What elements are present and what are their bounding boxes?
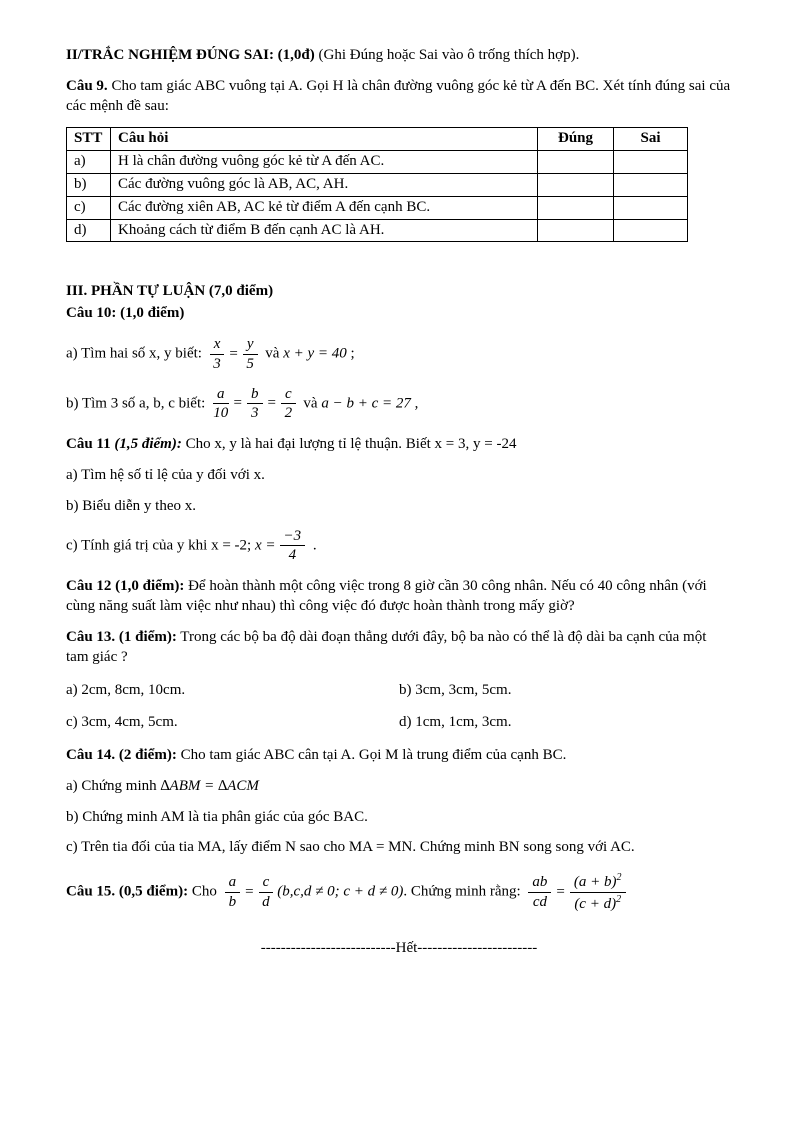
column-header-stt: STT [67, 128, 111, 151]
end-of-exam-marker: ---------------------------Hết------------------------ [260, 939, 538, 956]
section2-subtitle: (Ghi Đúng hoặc Sai vào ô trống thích hợp). [314, 47, 580, 63]
row-stt: c) [67, 196, 111, 219]
table-row [67, 196, 688, 219]
q15-label: Câu 15. (0,5 điểm): [66, 883, 189, 900]
q10-part-b [66, 386, 732, 423]
q11-part-b: b) Biểu diễn y theo x. [66, 497, 196, 514]
q10b-end: , [410, 395, 419, 412]
q10a-and: và [261, 345, 284, 362]
q9-true-false-table [66, 127, 688, 242]
q10b-equation: a − b + c = 27 [321, 395, 411, 412]
q11-intro [66, 435, 732, 455]
q15-condition: (b,c,d ≠ 0; c + d ≠ 0) [277, 883, 404, 900]
q10b-text: b) Tìm 3 số a, b, c biết: [66, 395, 210, 412]
q11-part-c [66, 528, 732, 565]
table-row [67, 151, 688, 174]
q11-points: (1,5 điểm): [114, 436, 182, 453]
answer-cell-false[interactable] [614, 196, 688, 219]
answer-cell-false[interactable] [614, 219, 688, 242]
q13-intro [66, 628, 732, 668]
q13-option-a: a) 2cm, 8cm, 10cm. [66, 682, 186, 699]
q10a-equation: x + y = 40 [283, 345, 347, 362]
fraction-x-3: $\frac{x}{3}$ [210, 336, 225, 373]
q10-label: Câu 10: (1,0 điểm) [66, 305, 185, 322]
q11c-end: . [309, 537, 317, 554]
q13-text: Trong các bộ ba độ dài đoạn thẳng dưới đây, bộ ba nào có thể là độ dài ba cạnh của một tam giác ? [66, 628, 707, 665]
section2-heading [66, 46, 732, 66]
q14-intro [66, 746, 732, 766]
fraction-a-10: $\frac{a}{10}$ [213, 385, 229, 422]
equals-sign: = [233, 395, 243, 412]
answer-cell-false[interactable] [614, 151, 688, 174]
fraction-b-3: $\frac{b}{3}$ [247, 386, 263, 423]
q11c-variable: x = [254, 537, 276, 554]
row-question: Các đường xiên AB, AC kẻ từ điểm A đến cạnh BC. [111, 196, 538, 219]
q14-part-c: c) Trên tia đối của tia MA, lấy điểm N sao cho MA = MN. Chứng minh BN song song với AC. [66, 839, 635, 856]
q10a-end: ; [346, 345, 355, 362]
q15-pre: Cho [188, 883, 221, 900]
q9-label: Câu 9. [66, 77, 108, 94]
q11c-text: c) Tính giá trị của y khi x = -2; [66, 537, 255, 554]
q14a-triangle-equation: ∆ABM = ∆ACM [160, 777, 259, 794]
q10b-and: và [299, 395, 322, 412]
equals-sign: = [245, 883, 254, 900]
q14-label: Câu 14. (2 điểm): [66, 746, 177, 763]
answer-cell-true[interactable] [538, 151, 614, 174]
q14-part-a [66, 777, 732, 797]
q11-part-a: a) Tìm hệ số tỉ lệ của y đối với x. [66, 466, 265, 483]
equals-sign: = [267, 395, 276, 412]
q13-option-c: c) 3cm, 4cm, 5cm. [66, 714, 178, 731]
q15-mid: . Chứng minh rằng: [403, 883, 525, 900]
fraction-a-b: $\frac{a}{b}$ [225, 874, 241, 911]
q11-label: Câu 11 [66, 436, 115, 453]
fraction-y-5: $\frac{y}{5}$ [243, 336, 258, 373]
table-row [67, 173, 688, 196]
q15-statement [66, 872, 732, 913]
column-header-false: Sai [614, 128, 688, 151]
row-stt: a) [67, 151, 111, 174]
q13-options [66, 681, 732, 733]
row-stt: d) [67, 219, 111, 242]
fraction-c-2: $\frac{c}{2}$ [281, 386, 296, 423]
q13-option-b: b) 3cm, 3cm, 5cm. [399, 682, 512, 699]
column-header-true: Đúng [538, 128, 614, 151]
q14-text: Cho tam giác ABC cân tại A. Gọi M là trung điểm của cạnh BC. [176, 746, 567, 763]
row-question: Các đường vuông góc là AB, AC, AH. [111, 173, 538, 196]
section2-title: II/TRẮC NGHIỆM ĐÚNG SAI: (1,0đ) [66, 47, 315, 63]
fraction-squared: $\frac{(a + b)^2}{(c + d)^2}$ [570, 872, 626, 913]
equals-sign: = [556, 883, 565, 900]
answer-cell-true[interactable] [538, 219, 614, 242]
q14a-text: a) Chứng minh [66, 777, 161, 794]
table-row [67, 219, 688, 242]
q13-label: Câu 13. (1 điểm): [66, 628, 177, 645]
section3-heading: III. PHẦN TỰ LUẬN (7,0 điểm) [66, 283, 274, 300]
row-question: H là chân đường vuông góc kẻ từ A đến AC. [111, 151, 538, 174]
q10a-text: a) Tìm hai số x, y biết: [66, 345, 206, 362]
row-question: Khoảng cách từ điểm B đến cạnh AC là AH. [111, 219, 538, 242]
q12-intro [66, 577, 732, 617]
superscript-2: 2 [616, 893, 622, 905]
q12-label: Câu 12 (1,0 điểm): [66, 578, 185, 595]
fraction-neg3-4: $\frac{-3}{4}$ [280, 528, 306, 565]
table-header-row [67, 128, 688, 151]
fraction-ab-cd: $\frac{ab}{cd}$ [528, 874, 551, 911]
answer-cell-true[interactable] [538, 196, 614, 219]
column-header-question: Câu hỏi [111, 128, 538, 151]
q13-option-d: d) 1cm, 1cm, 3cm. [399, 714, 512, 731]
answer-cell-false[interactable] [614, 173, 688, 196]
equals-sign: = [229, 345, 238, 362]
q9-text: Cho tam giác ABC vuông tại A. Gọi H là chân đường vuông góc kẻ từ A đến BC. Xét tính đúng sai của các mệnh đề sau: [66, 77, 731, 114]
q12-text: Để hoàn thành một công việc trong 8 giờ cần 30 công nhân. Nếu có 40 công nhân (với cùng năng suất làm việc như nhau) thì công việc đó được hoàn thành trong mấy giờ? [66, 578, 707, 614]
row-stt: b) [67, 173, 111, 196]
q10-part-a [66, 336, 732, 373]
superscript-2: 2 [616, 872, 622, 884]
q9-intro [66, 77, 732, 117]
answer-cell-true[interactable] [538, 173, 614, 196]
q11-text: Cho x, y là hai đại lượng tỉ lệ thuận. Biết x = 3, y = -24 [181, 436, 517, 453]
fraction-c-d: $\frac{c}{d}$ [259, 874, 274, 911]
q14-part-b: b) Chứng minh AM là tia phân giác của góc BAC. [66, 808, 368, 825]
